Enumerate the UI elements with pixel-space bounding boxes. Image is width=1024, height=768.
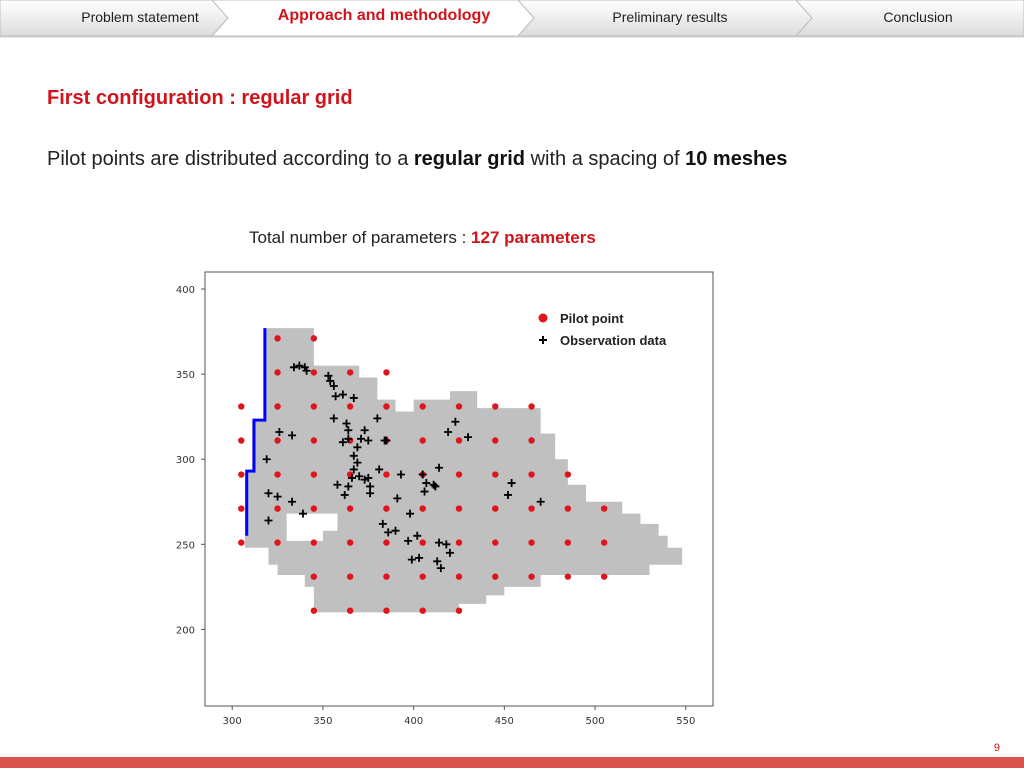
pilot-point <box>311 471 317 477</box>
pilot-point <box>528 471 534 477</box>
pilot-point <box>420 403 426 409</box>
pilot-point <box>311 607 317 613</box>
pilot-point <box>238 403 244 409</box>
x-tick-label: 450 <box>494 716 514 727</box>
pilot-point <box>601 573 607 579</box>
x-tick-label: 300 <box>222 716 242 727</box>
pilot-point <box>456 539 462 545</box>
pilot-point <box>601 505 607 511</box>
total-value: 127 parameters <box>471 228 596 247</box>
x-tick-label: 400 <box>404 716 424 727</box>
pilot-point <box>274 471 280 477</box>
pilot-point <box>347 369 353 375</box>
pilot-point <box>311 573 317 579</box>
pilot-point <box>492 471 498 477</box>
pilot-point <box>420 607 426 613</box>
body-bold-regular-grid: regular grid <box>413 148 526 170</box>
pilot-point <box>420 573 426 579</box>
pilot-point <box>420 437 426 443</box>
pilot-point <box>347 403 353 409</box>
tab-approach-methodology[interactable]: Approach and methodology <box>277 7 491 24</box>
total-prefix: Total number of parameters : <box>249 228 472 247</box>
pilot-point <box>565 539 571 545</box>
pilot-point <box>311 505 317 511</box>
pilot-point <box>274 505 280 511</box>
pilot-point <box>528 505 534 511</box>
pilot-point <box>311 403 317 409</box>
tab-problem-statement[interactable]: Problem statement <box>81 9 199 25</box>
pilot-point <box>311 437 317 443</box>
pilot-point <box>528 437 534 443</box>
pilot-point <box>383 539 389 545</box>
y-tick-label: 300 <box>175 455 195 467</box>
pilot-point <box>383 505 389 511</box>
pilot-point <box>565 573 571 579</box>
pilot-point <box>492 573 498 579</box>
tab-preliminary-results[interactable]: Preliminary results <box>612 9 728 25</box>
pilot-point <box>565 505 571 511</box>
pilot-point <box>238 539 244 545</box>
x-tick-label: 550 <box>676 716 696 727</box>
pilot-point <box>383 369 389 375</box>
pilot-point <box>311 369 317 375</box>
pilot-point <box>311 539 317 545</box>
pilot-point <box>456 471 462 477</box>
pilot-point <box>347 607 353 613</box>
pilot-point <box>274 403 280 409</box>
pilot-point <box>456 403 462 409</box>
pilot-point <box>383 403 389 409</box>
tab-conclusion[interactable]: Conclusion <box>883 9 953 25</box>
pilot-point <box>565 471 571 477</box>
pilot-point <box>238 471 244 477</box>
legend-pilot-label: Pilot point <box>560 311 624 326</box>
y-tick-label: 250 <box>175 540 195 552</box>
pilot-point <box>492 437 498 443</box>
pilot-point <box>274 437 280 443</box>
pilot-point <box>492 539 498 545</box>
pilot-point <box>492 403 498 409</box>
page-number: 9 <box>993 742 1000 754</box>
pilot-point <box>492 505 498 511</box>
body-bold-meshes: 10 meshes <box>685 148 788 170</box>
pilot-point <box>456 505 462 511</box>
x-tick-label: 350 <box>313 716 333 727</box>
legend-observation-label: Observation data <box>560 333 667 348</box>
pilot-point <box>528 403 534 409</box>
body-middle: with a spacing of <box>525 148 686 170</box>
pilot-point <box>528 539 534 545</box>
pilot-point <box>274 539 280 545</box>
y-tick-label: 350 <box>175 370 195 382</box>
pilot-point <box>347 573 353 579</box>
y-tick-label: 400 <box>175 285 195 297</box>
footer-bar <box>0 757 1024 768</box>
pilot-point <box>238 505 244 511</box>
x-tick-label: 500 <box>585 716 605 727</box>
pilot-point <box>274 369 280 375</box>
pilot-point <box>347 539 353 545</box>
slide-title: First configuration : regular grid <box>47 87 353 109</box>
body-prefix: Pilot points are distributed according to a <box>47 148 414 170</box>
pilot-point <box>601 539 607 545</box>
pilot-point <box>311 335 317 341</box>
pilot-point <box>456 573 462 579</box>
pilot-point <box>383 573 389 579</box>
pilot-point <box>420 505 426 511</box>
pilot-point <box>383 607 389 613</box>
pilot-point <box>274 335 280 341</box>
pilot-point <box>528 573 534 579</box>
pilot-point <box>347 505 353 511</box>
pilot-point <box>420 539 426 545</box>
legend-pilot-marker <box>539 314 548 323</box>
pilot-point <box>238 437 244 443</box>
pilot-point <box>456 607 462 613</box>
pilot-point <box>383 471 389 477</box>
y-tick-label: 200 <box>175 625 195 637</box>
pilot-point <box>456 437 462 443</box>
